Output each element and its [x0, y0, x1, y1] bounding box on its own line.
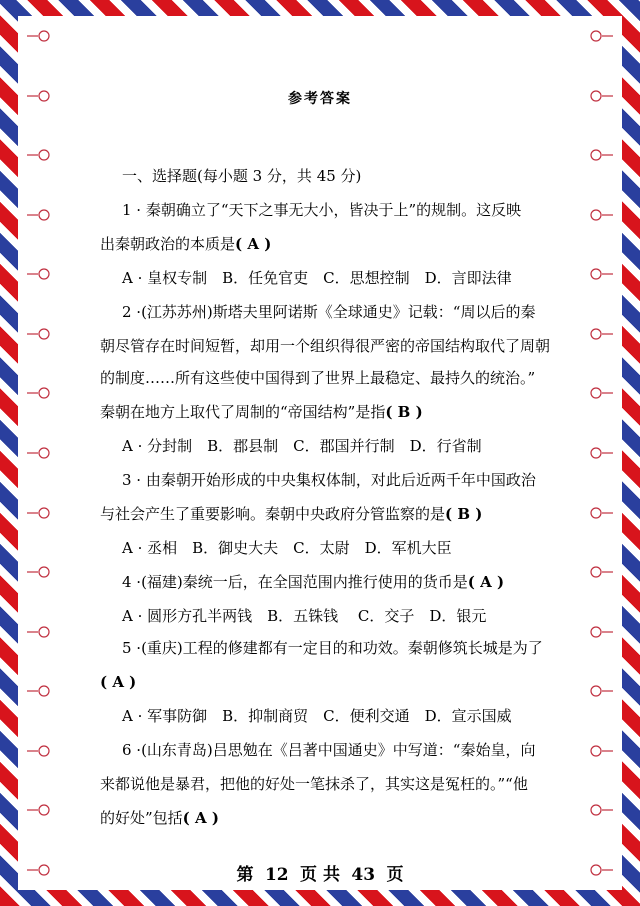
paper-sheet: [18, 16, 622, 890]
binding-ring-icon: [588, 30, 614, 42]
binding-ring-icon: [588, 90, 614, 102]
binding-ring-icon: [26, 804, 52, 816]
binding-ring-icon: [588, 626, 614, 638]
question-6-line-3: 的好处”包括( A ): [100, 809, 219, 827]
binding-ring-icon: [588, 447, 614, 459]
binding-ring-icon: [26, 566, 52, 578]
binding-ring-icon: [588, 685, 614, 697]
binding-ring-icon: [588, 209, 614, 221]
question-5-line-2: ( A ): [100, 673, 137, 691]
binding-ring-icon: [26, 507, 52, 519]
binding-ring-icon: [26, 626, 52, 638]
binding-ring-icon: [26, 90, 52, 102]
left-binding-rings: [18, 16, 58, 890]
question-1-line-2: 出秦朝政治的本质是( A ): [100, 235, 272, 253]
footer-middle-label: 页 共: [300, 865, 340, 885]
question-2-options: A · 分封制 B．郡县制 C．郡国并行制 D．行省制: [122, 437, 482, 455]
binding-ring-icon: [26, 447, 52, 459]
binding-ring-icon: [588, 149, 614, 161]
question-3-line-2: 与社会产生了重要影响。秦朝中央政府分管监察的是( B ): [100, 505, 483, 523]
page-title: 参考答案: [288, 91, 352, 107]
binding-ring-icon: [26, 149, 52, 161]
binding-ring-icon: [588, 268, 614, 280]
binding-ring-icon: [588, 566, 614, 578]
question-1-options: A · 皇权专制 B．任免官吏 C．思想控制 D．言即法律: [122, 269, 512, 287]
footer-total-pages: 43: [351, 865, 376, 885]
question-2-line-4: 秦朝在地方上取代了周制的“帝国结构”是指( B ): [100, 403, 423, 421]
binding-ring-icon: [588, 745, 614, 757]
binding-ring-icon: [26, 268, 52, 280]
question-4-line-1: 4 ·(福建)秦统一后，在全国范围内推行使用的货币是( A ): [122, 573, 505, 591]
binding-ring-icon: [588, 804, 614, 816]
binding-ring-icon: [26, 685, 52, 697]
footer-page-label: 第: [236, 865, 254, 885]
binding-ring-icon: [588, 328, 614, 340]
right-binding-rings: [582, 16, 622, 890]
question-6-line-1: 6 ·(山东青岛)吕思勉在《吕著中国通史》中写道：“秦始皇，向: [122, 741, 536, 759]
question-3-line-1: 3 · 由秦朝开始形成的中央集权体制，对此后近两千年中国政治: [122, 471, 536, 489]
footer-page-number: 12: [264, 865, 289, 885]
question-6-line-2: 来都说他是暴君，把他的好处一笔抹杀了，其实这是冤枉的。”“他: [100, 775, 528, 793]
footer-end-label: 页: [386, 865, 404, 885]
question-2-line-2: 朝尽管存在时间短暂，却用一个组织得很严密的帝国结构取代了周朝: [100, 337, 551, 355]
binding-ring-icon: [588, 507, 614, 519]
question-2-line-1: 2 ·(江苏苏州)斯塔夫里阿诺斯《全球通史》记载：“周以后的秦: [122, 303, 536, 321]
section-heading: 一、选择题(每小题 3 分，共 45 分): [122, 167, 362, 185]
question-5-options: A · 军事防御 B．抑制商贸 C．便利交通 D．宣示国威: [122, 707, 512, 725]
binding-ring-icon: [26, 209, 52, 221]
binding-ring-icon: [26, 387, 52, 399]
question-3-options: A · 丞相 B．御史大夫 C．太尉 D．军机大臣: [122, 539, 452, 557]
question-5-line-1: 5 ·(重庆)工程的修建都有一定目的和功效。秦朝修筑长城是为了: [122, 639, 543, 657]
binding-ring-icon: [26, 328, 52, 340]
binding-ring-icon: [26, 30, 52, 42]
binding-ring-icon: [588, 387, 614, 399]
question-1-line-1: 1 · 秦朝确立了“天下之事无大小，皆决于上”的规制。这反映: [122, 201, 522, 219]
binding-ring-icon: [26, 745, 52, 757]
question-2-line-3: 的制度……所有这些使中国得到了世界上最稳定、最持久的统治。”: [100, 369, 536, 387]
question-4-options: A · 圆形方孔半两钱 B．五铢钱 C．交子 D．银元: [122, 607, 487, 625]
page-footer: [0, 860, 640, 885]
